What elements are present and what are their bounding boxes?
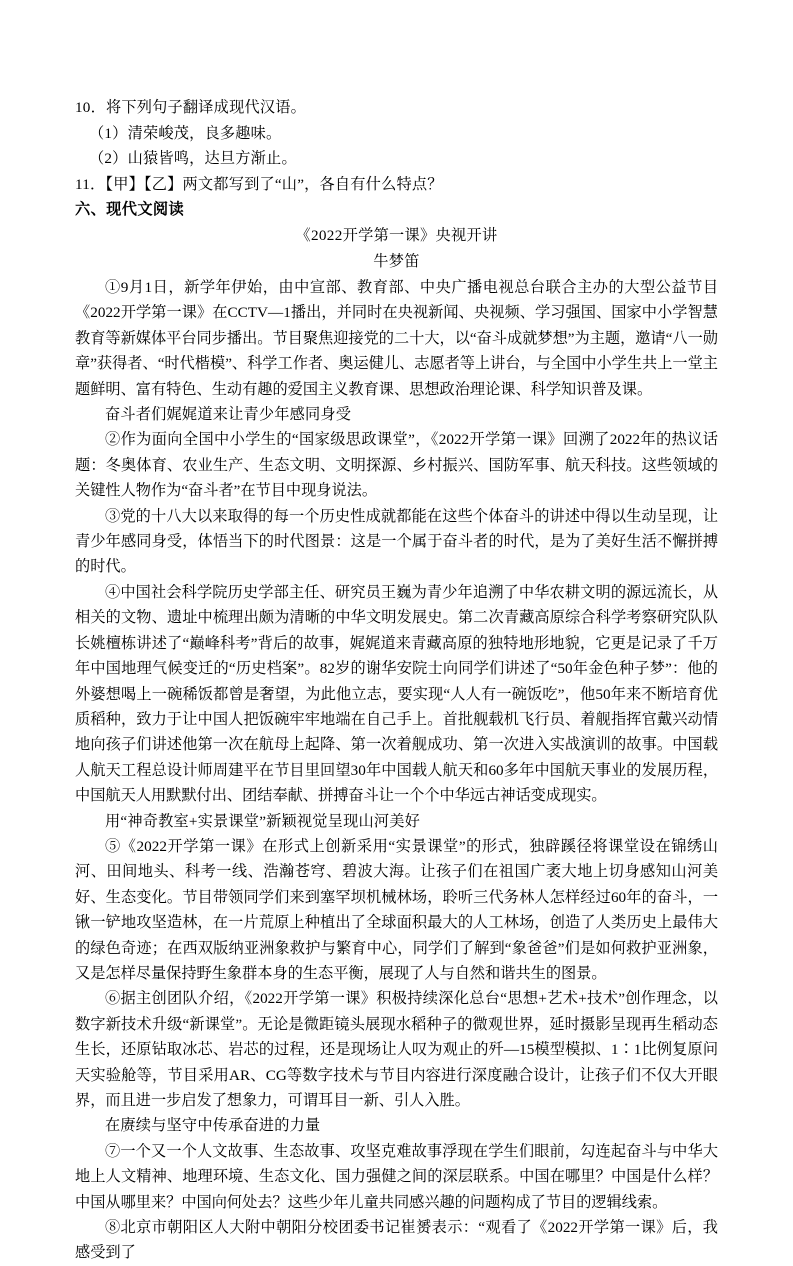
article-subheading-1: 奋斗者们娓娓道来让青少年感同身受 bbox=[105, 406, 352, 424]
question-10: 10．将下列句子翻译成现代汉语。 bbox=[75, 99, 307, 116]
article-paragraph-7: ⑦一个又一个人文故事、生态故事、攻坚克难故事浮现在学生们眼前，勾连起奋斗与中华大地上人文精神、地理环境、生态文化、国力强健之间的深层联系。中国在哪里？中国是什么样？中国从哪里来？中国向何处去？这些少年儿童共同感兴趣的问题构成了节目的逻辑线索。 bbox=[75, 1142, 718, 1211]
article-paragraph-6: ⑥据主创团队介绍，《2022开学第一课》积极持续深化总台“思想+艺术+技术”创作理念，以数字新技术升级“新课堂”。无论是微距镜头展现水稻种子的微观世界，延时摄影呈现再生稻动态生长，还原钻取冰芯、岩芯的过程，还是现场让人叹为观止的歼—15模型模拟、1∶1比例复原问天实验舱等，节目采用AR、CG等数字技术与节目内容进行深度融合设计，让孩子们不仅大开眼界，而且进一步启发了想象力，可谓耳目一新、引人入胜。 bbox=[75, 990, 718, 1109]
document-body bbox=[75, 95, 718, 1266]
article-subheading-3: 在赓续与坚守中传承奋进的力量 bbox=[105, 1117, 321, 1135]
article-paragraph-3: ③党的十八大以来取得的每一个历史性成就都能在这些个体奋斗的讲述中得以生动呈现，让青少年感同身受，体悟当下的时代图景：这是一个属于奋斗者的时代，是为了美好生活不懈拼搏的时代。 bbox=[75, 507, 718, 576]
article-paragraph-4: ④中国社会科学院历史学部主任、研究员王巍为青少年追溯了中华农耕文明的源远流长，从相关的文物、遗址中梳理出颇为清晰的中华文明发展史。第二次青藏高原综合科学考察研究队队长姚檀栋讲述了“巅峰科考”背后的故事，娓娓道来青藏高原的独特地形地貌，它更是记录了千万年中国地理气候变迁的“历史档案”。82岁的谢华安院士向同学们讲述了“50年金色种子梦”：他的外婆想喝上一碗稀饭都曾是奢望，为此他立志，要实现“人人有一碗饭吃”，他50年来不断培育优质稻种，致力于让中国人把饭碗牢牢地端在自己手上。首批舰载机飞行员、着舰指挥官戴兴动情地向孩子们讲述他第一次在航母上起降、第一次着舰成功、第一次进入实战演训的故事。中国载人航天工程总设计师周建平在节目里回望30年中国载人航天和60多年中国航天事业的发展历程，中国航天人用默默付出、团结奉献、拼搏奋斗让一个个中华远古神话变成现实。 bbox=[75, 583, 718, 805]
article-subheading-2: 用“神奇教室+实景课堂”新颖视觉呈现山河美好 bbox=[105, 812, 421, 830]
article-paragraph-2: ②作为面向全国中小学生的“国家级思政课堂”，《2022开学第一课》回溯了2022年的热议话题：冬奥体育、农业生产、生态文明、文明探源、乡村振兴、国防军事、航天科技。这些领域的关键性人物作为“奋斗者”在节目中现身说法。 bbox=[75, 431, 718, 500]
article-paragraph-8: ⑧北京市朝阳区人大附中朝阳分校团委书记崔赟表示：“观看了《2022开学第一课》后，我感受到了 bbox=[75, 1219, 718, 1262]
article-author: 牛梦笛 bbox=[373, 253, 420, 270]
article-paragraph-5: ⑤《2022开学第一课》在形式上创新采用“实景课堂”的形式，独辟蹊径将课堂设在锦绣山河、田间地头、科考一线、浩瀚苍穹、碧波大海。让孩子们在祖国广袤大地上切身感知山河美好、生态变化。节目带领同学们来到塞罕坝机械林场，聆听三代务林人怎样经过60年的奋斗，一锹一铲地攻坚造林，在一片荒原上种植出了全球面积最大的人工林场，创造了人类历史上最伟大的绿色奇迹；在西双版纳亚洲象救护与繁育中心，同学们了解到“象爸爸”们是如何救护亚洲象，又是怎样尽量保持野生象群本身的生态平衡，展现了人与自然和谐共生的图景。 bbox=[75, 837, 718, 982]
question-11: 11．【甲】【乙】两文都写到了“山”，各自有什么特点？ bbox=[75, 175, 443, 193]
article-paragraph-1: ①9月1日，新学年伊始，由中宣部、教育部、中央广播电视总台联合主办的大型公益节目《2022开学第一课》在CCTV—1播出，并同时在央视新闻、央视频、学习强国、国家中小学智慧教育等新媒体平台同步播出。节目聚焦迎接党的二十大，以“奋斗成就梦想”为主题，邀请“八一勋章”获得者、“时代楷模”、科学工作者、奥运健儿、志愿者等上讲台，与全国中小学生共上一堂主题鲜明、富有特色、生动有趣的爱国主义教育课、思想政治理论课、科学知识普及课。 bbox=[75, 279, 718, 398]
article-title: 《2022开学第一课》央视开讲 bbox=[295, 227, 498, 244]
question-10-item-2: （2）山猿皆鸣，达旦方渐止。 bbox=[89, 150, 297, 167]
section-heading-modern-reading: 六、现代文阅读 bbox=[75, 201, 185, 218]
question-10-item-1: （1）清荣峻茂，良多趣味。 bbox=[89, 124, 282, 142]
